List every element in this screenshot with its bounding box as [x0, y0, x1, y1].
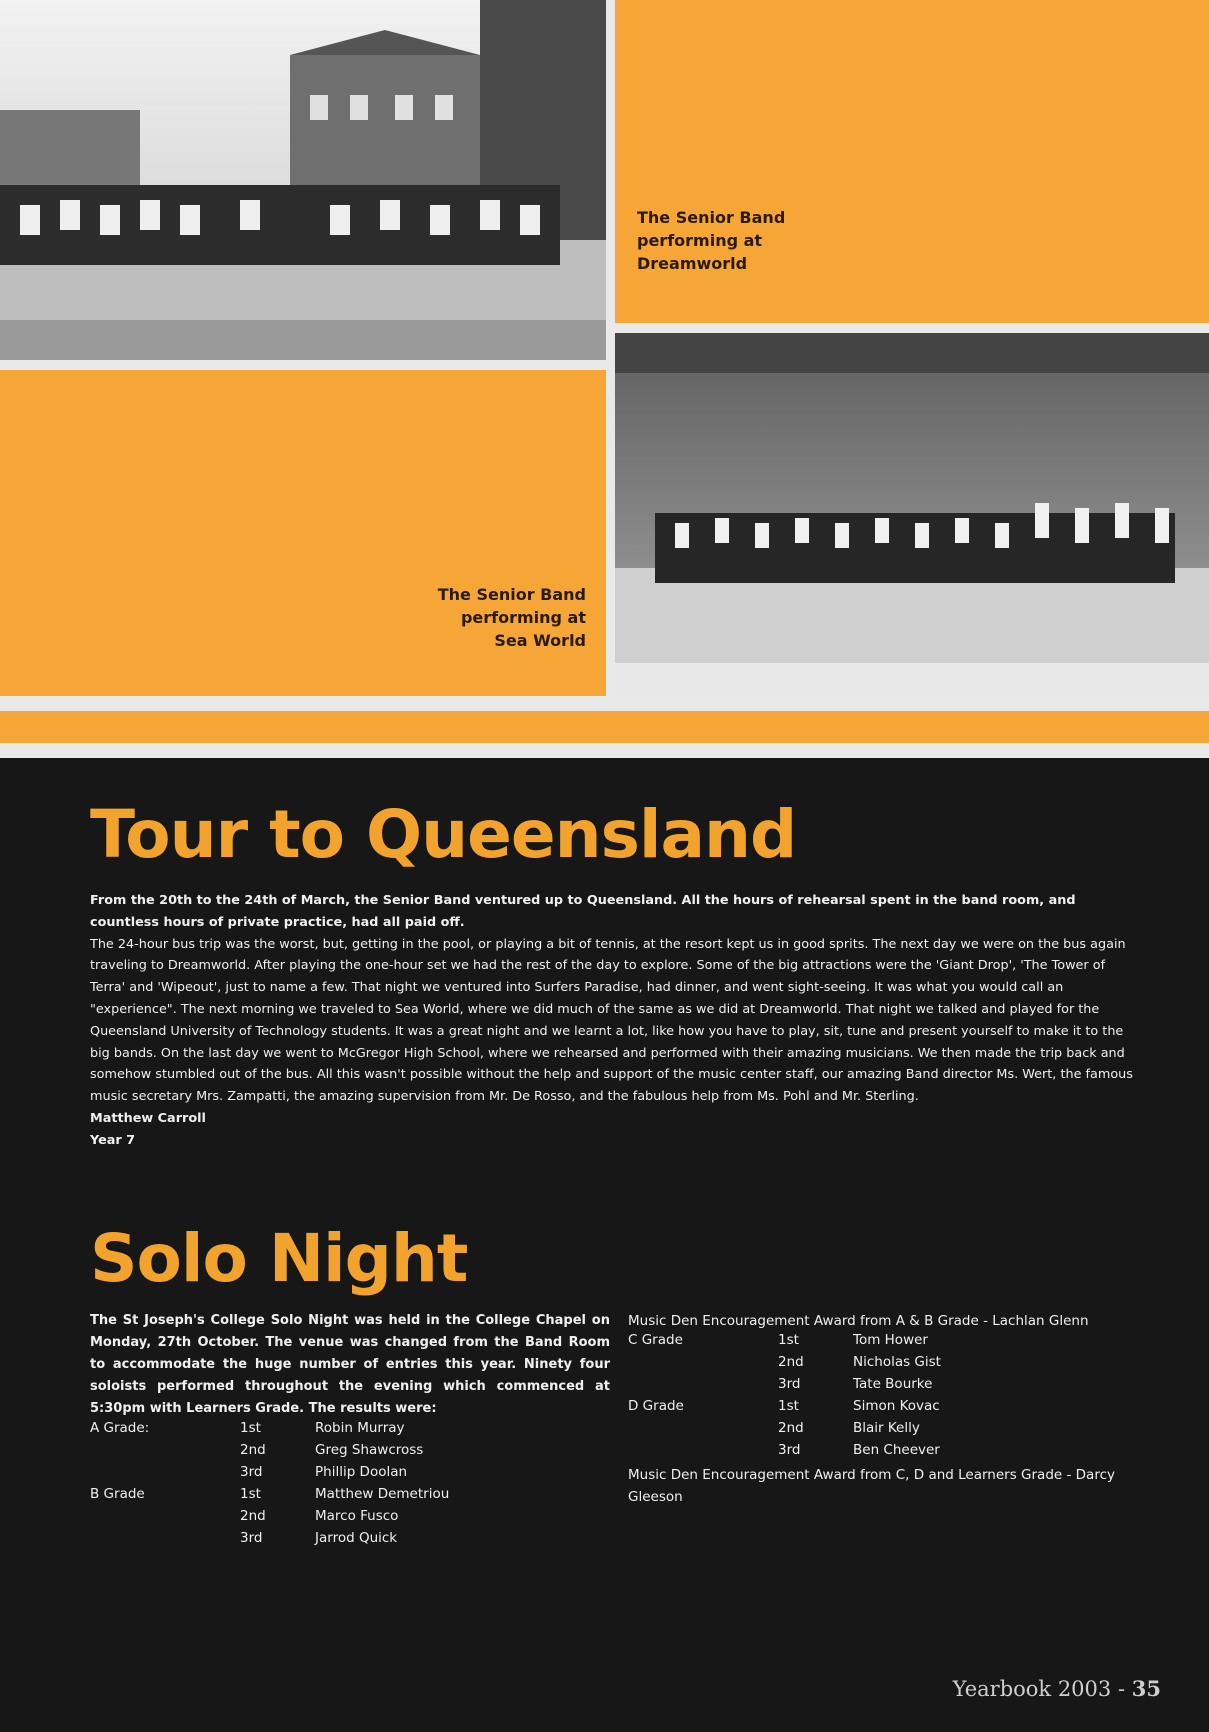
caption-line: performing at	[460, 608, 586, 627]
table-row	[90, 1442, 449, 1464]
caption-line: Sea World	[494, 631, 586, 650]
grade-cell	[90, 1442, 240, 1464]
grade-cell	[90, 1530, 240, 1552]
place-cell: 2nd	[778, 1420, 804, 1436]
grade-cell: D Grade	[628, 1398, 684, 1414]
award-cd-line: Music Den Encouragement Award from C, D and Learners Grade - Darcy	[628, 1467, 1115, 1483]
caption-line: The Senior Band	[637, 208, 786, 227]
name-cell: Ben Cheever	[853, 1442, 940, 1458]
name-cell: Phillip Doolan	[315, 1464, 408, 1480]
caption-line: performing at	[637, 231, 763, 250]
footer-separator: -	[1117, 1677, 1126, 1701]
name-cell: Matthew Demetriou	[315, 1486, 450, 1502]
photo-band-seaworld	[615, 333, 1209, 696]
grade-cell	[628, 1354, 778, 1376]
tour-author: Matthew Carroll	[90, 1110, 206, 1126]
grade-cell	[90, 1464, 240, 1486]
results-table-ab	[90, 1420, 449, 1552]
photo-caption-seaworld	[438, 583, 586, 652]
name-cell: Simon Kovac	[853, 1398, 940, 1414]
table-row	[90, 1464, 449, 1486]
name-cell: Tate Bourke	[853, 1376, 933, 1392]
photo-caption-dreamworld	[637, 206, 785, 275]
tour-author-year: Year 7	[90, 1132, 136, 1148]
table-row	[90, 1420, 449, 1442]
place-cell: 3rd	[240, 1530, 263, 1546]
name-cell: Nicholas Gist	[853, 1354, 941, 1370]
grade-cell	[628, 1376, 778, 1398]
award-ab: Music Den Encouragement Award from A & B Grade - Lachlan Glenn	[628, 1313, 1089, 1329]
table-row	[90, 1486, 449, 1508]
grade-cell	[90, 1508, 240, 1530]
page-footer	[953, 1676, 1161, 1701]
name-cell: Marco Fusco	[315, 1508, 399, 1524]
place-cell: 1st	[240, 1420, 261, 1436]
place-cell: 3rd	[778, 1442, 801, 1458]
place-cell: 1st	[778, 1398, 799, 1414]
grade-cell	[628, 1442, 778, 1464]
award-cd-line: Gleeson	[628, 1489, 683, 1505]
photo-band-dreamworld	[0, 0, 606, 360]
caption-panel-dreamworld	[615, 0, 1209, 323]
table-row	[90, 1530, 449, 1552]
results-table-cd	[628, 1332, 941, 1464]
name-cell: Robin Murray	[315, 1420, 405, 1436]
place-cell: 3rd	[240, 1464, 263, 1480]
divider-bar	[0, 711, 1209, 743]
table-row	[628, 1376, 941, 1398]
award-cd	[628, 1464, 1115, 1508]
grade-cell: C Grade	[628, 1332, 683, 1348]
name-cell: Jarrod Quick	[315, 1530, 398, 1546]
tour-lead: From the 20th to the 24th of March, the Senior Band ventured up to Queensland. All the hours of rehearsal spent in the band room, and countless hours of private practice, had all paid off.	[90, 893, 1076, 930]
place-cell: 2nd	[240, 1508, 266, 1524]
caption-panel-seaworld	[0, 370, 606, 696]
grade-cell	[628, 1420, 778, 1442]
place-cell: 2nd	[240, 1442, 266, 1458]
caption-line: The Senior Band	[437, 585, 586, 604]
caption-line: Dreamworld	[637, 254, 748, 273]
page-number: 35	[1131, 1676, 1161, 1701]
place-cell: 2nd	[778, 1354, 804, 1370]
solo-intro: The St Joseph's College Solo Night was held in the College Chapel on Monday, 27th October. The venue was changed from the Band Room to accommodate the huge number of entries this year. Ninety four soloists performed throughout the evening which commenced at 5:30pm with Learners Grade. The results were:	[90, 1313, 610, 1416]
place-cell: 1st	[240, 1486, 261, 1502]
place-cell: 1st	[778, 1332, 799, 1348]
table-row	[628, 1442, 941, 1464]
tour-title: Tour to Queensland	[90, 796, 797, 873]
table-row	[628, 1420, 941, 1442]
table-row	[628, 1398, 941, 1420]
table-row	[628, 1332, 941, 1354]
name-cell: Greg Shawcross	[315, 1442, 424, 1458]
name-cell: Blair Kelly	[853, 1420, 920, 1436]
tour-body: The 24-hour bus trip was the worst, but, getting in the pool, or playing a bit of tennis, at the resort kept us in good sprits. The next day we were on the bus again traveling to Dreamworld. After playing the one-hour set we had the rest of the day to explore. Some of the big attractions were the 'Giant Drop', 'The Tower of Terra' and 'Wipeout', just to name a few. That night we ventured into Surfers Paradise, had dinner, and went sight-seeing. It was what you would call an "experience". The next morning we traveled to Sea World, where we did much of the same as we did at Dreamworld. That night we talked and played for the Queensland University of Technology students. It was a great night and we learnt a lot, like how you have to play, sit, tune and present yourself to make it to the big bands. On the last day we went to McGregor High School, where we rehearsed and performed with their amazing musicians. We then made the trip back and somehow stumbled out of the bus. All this wasn't possible without the help and support of the music center staff, our amazing Band director Ms. Wert, the famous music secretary Mrs. Zampatti, the amazing supervision from Mr. De Rosso, and the fabulous help from Ms. Pohl and Mr. Sterling.	[90, 936, 1133, 1105]
grade-cell: A Grade:	[90, 1420, 150, 1436]
solo-title: Solo Night	[90, 1220, 468, 1297]
yearbook-label: Yearbook 2003	[952, 1677, 1112, 1701]
table-row	[628, 1354, 941, 1376]
grade-cell: B Grade	[90, 1486, 145, 1502]
table-row	[90, 1508, 449, 1530]
tour-article	[90, 890, 1135, 1152]
place-cell: 3rd	[778, 1376, 801, 1392]
name-cell: Tom Hower	[853, 1332, 928, 1348]
